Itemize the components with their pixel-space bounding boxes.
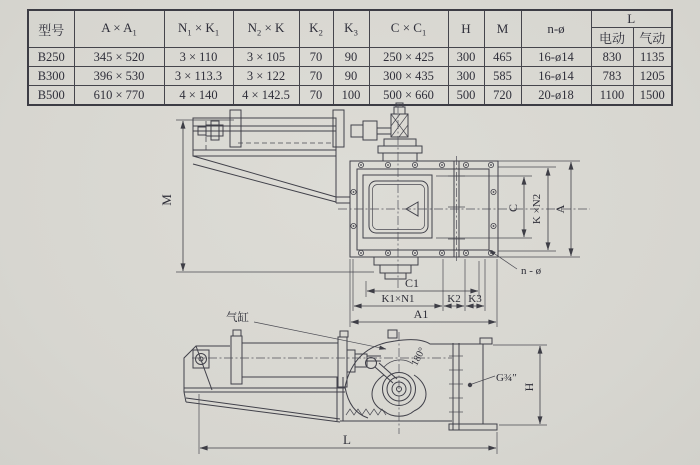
header-model: 型号 <box>28 10 74 48</box>
actuator-housing <box>193 110 350 203</box>
cell: 300 <box>448 67 484 86</box>
plan-view <box>159 103 590 327</box>
header-c-c1: $C \times C_1$ <box>369 10 448 48</box>
cell: 3 × 122 <box>233 67 299 86</box>
cell: 1135 <box>633 48 672 67</box>
header-l-pneumatic: 气动 <box>633 28 672 48</box>
bolt-hole-top-row <box>358 162 493 167</box>
label-n-phi: n - ø <box>521 265 542 277</box>
label-thread: G¾″ <box>496 372 517 384</box>
cell: 1100 <box>591 86 633 106</box>
label-cylinder: 气缸 <box>226 312 249 324</box>
header-m: M <box>484 10 521 48</box>
cell: 70 <box>299 48 333 67</box>
dim-c1 <box>366 261 479 297</box>
dim-label-c1: C1 <box>404 276 420 290</box>
cell: 250 × 425 <box>369 48 448 67</box>
table-row-b250 <box>28 48 672 67</box>
cell: 3 × 113.3 <box>164 67 233 86</box>
cell: 500 <box>448 86 484 106</box>
dim-label-m: M <box>159 194 174 206</box>
cell: 16-ø14 <box>521 67 591 86</box>
cell: 1205 <box>633 67 672 86</box>
cell: 783 <box>591 67 633 86</box>
cell: 70 <box>299 86 333 106</box>
dim-label-c: C <box>506 203 520 213</box>
plan-centerlines <box>338 104 590 288</box>
header-a-a1: $A \times A_1$ <box>74 10 164 48</box>
dim-label-a1: A1 <box>413 307 429 321</box>
cell: 4 × 140 <box>164 86 233 106</box>
dim-h <box>493 345 547 425</box>
dim-label-k-n2: K ×N2 <box>531 193 543 225</box>
cell: 610 × 770 <box>74 86 164 106</box>
cell: 300 <box>448 48 484 67</box>
header-n1-k1: $N_1 \times K_1$ <box>164 10 233 48</box>
header-l: L <box>591 10 672 28</box>
cell: B250 <box>28 48 74 67</box>
cell: 90 <box>333 67 369 86</box>
table-row-b300 <box>28 67 672 86</box>
stem-mechanism <box>351 103 422 161</box>
mount-bracket <box>184 346 230 392</box>
cell: 20-ø18 <box>521 86 591 106</box>
label-rotation: 180° <box>409 345 429 368</box>
cell: 70 <box>299 67 333 86</box>
cell: 3 × 105 <box>233 48 299 67</box>
cell: 720 <box>484 86 521 106</box>
dim-label-k3: K3 <box>468 293 482 305</box>
cell: B500 <box>28 86 74 106</box>
rack-teeth <box>346 409 386 415</box>
dim-label-a: A <box>553 204 567 214</box>
cell: 585 <box>484 67 521 86</box>
technical-drawing <box>0 95 700 465</box>
header-k3: $K_3$ <box>333 10 369 48</box>
cell: 16-ø14 <box>521 48 591 67</box>
cell: 4 × 142.5 <box>233 86 299 106</box>
cell: 500 × 660 <box>369 86 448 106</box>
cell: 100 <box>333 86 369 106</box>
dim-label-k2: K2 <box>447 293 461 305</box>
cell: 465 <box>484 48 521 67</box>
bolt-hole-bottom-row <box>358 250 493 255</box>
spec-table <box>27 9 673 106</box>
side-view <box>184 310 547 454</box>
cell: 300 × 435 <box>369 67 448 86</box>
pneumatic-cylinder <box>231 330 397 387</box>
cell: 3 × 110 <box>164 48 233 67</box>
header-l-electric: 电动 <box>591 28 633 48</box>
rotary-hub <box>345 330 459 434</box>
cell: B300 <box>28 67 74 86</box>
header-h: H <box>448 10 484 48</box>
cell: 396 × 530 <box>74 67 164 86</box>
header-n-phi: n-ø <box>521 10 591 48</box>
cell: 90 <box>333 48 369 67</box>
cell: 345 × 520 <box>74 48 164 67</box>
cell: 1500 <box>633 86 672 106</box>
header-n2-k: $N_2 \times K$ <box>233 10 299 48</box>
cell: 830 <box>591 48 633 67</box>
dim-label-h: H <box>522 382 536 392</box>
header-k2: $K_2$ <box>299 10 333 48</box>
dim-label-k1n1: K1×N1 <box>381 293 415 305</box>
dim-label-l: L <box>343 432 351 447</box>
thread-port-callout <box>468 372 517 387</box>
